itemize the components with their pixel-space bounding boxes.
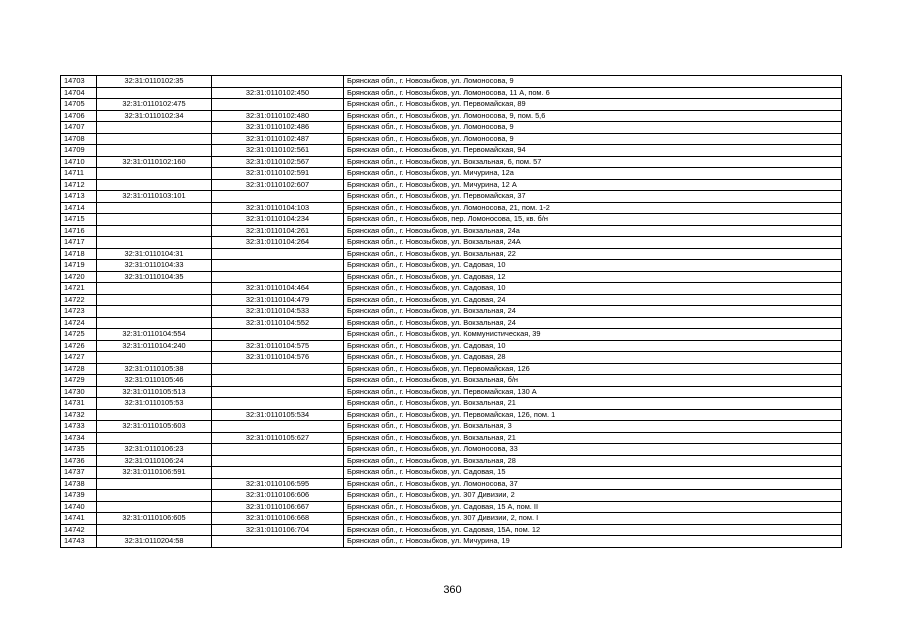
address-cell: Брянская обл., г. Новозыбков, ул. Садовая, 24 xyxy=(344,294,842,306)
cadastral-number-cell: 32:31:0110104:554 xyxy=(97,329,212,341)
record-number-cell: 14718 xyxy=(61,248,97,260)
premises-cadastral-number-cell xyxy=(212,375,344,387)
table-row xyxy=(61,214,842,226)
record-number-cell: 14728 xyxy=(61,363,97,375)
table-row xyxy=(61,352,842,364)
table-row xyxy=(61,283,842,295)
record-number-cell: 14739 xyxy=(61,490,97,502)
cadastral-number-cell: 32:31:0110106:605 xyxy=(97,513,212,525)
record-number-cell: 14714 xyxy=(61,202,97,214)
premises-cadastral-number-cell: 32:31:0110105:534 xyxy=(212,409,344,421)
record-number-cell: 14725 xyxy=(61,329,97,341)
table-row xyxy=(61,386,842,398)
table-row xyxy=(61,99,842,111)
address-cell: Брянская обл., г. Новозыбков, ул. Ломоносова, 9 xyxy=(344,133,842,145)
address-cell: Брянская обл., г. Новозыбков, ул. Первомайская, 126, пом. 1 xyxy=(344,409,842,421)
premises-cadastral-number-cell: 32:31:0110104:234 xyxy=(212,214,344,226)
premises-cadastral-number-cell: 32:31:0110102:480 xyxy=(212,110,344,122)
record-number-cell: 14713 xyxy=(61,191,97,203)
table-row xyxy=(61,271,842,283)
premises-cadastral-number-cell: 32:31:0110102:487 xyxy=(212,133,344,145)
cadastral-number-cell: 32:31:0110102:35 xyxy=(97,76,212,88)
premises-cadastral-number-cell: 32:31:0110102:591 xyxy=(212,168,344,180)
cadastral-number-cell xyxy=(97,478,212,490)
page-number: 360 xyxy=(443,584,462,596)
table-row xyxy=(61,110,842,122)
premises-cadastral-number-cell: 32:31:0110104:552 xyxy=(212,317,344,329)
address-cell: Брянская обл., г. Новозыбков, ул. Вокзальная, 21 xyxy=(344,432,842,444)
record-number-cell: 14715 xyxy=(61,214,97,226)
record-number-cell: 14722 xyxy=(61,294,97,306)
table-row xyxy=(61,294,842,306)
cadastral-number-cell xyxy=(97,145,212,157)
cadastral-number-cell: 32:31:0110105:38 xyxy=(97,363,212,375)
cadastral-number-cell xyxy=(97,294,212,306)
cadastral-number-cell xyxy=(97,168,212,180)
cadastral-number-cell: 32:31:0110105:513 xyxy=(97,386,212,398)
table-row xyxy=(61,179,842,191)
address-cell: Брянская обл., г. Новозыбков, ул. Вокзальная, 28 xyxy=(344,455,842,467)
address-cell: Брянская обл., г. Новозыбков, ул. Ломоносова, 33 xyxy=(344,444,842,456)
table-row xyxy=(61,122,842,134)
table-body xyxy=(61,76,842,548)
premises-cadastral-number-cell: 32:31:0110104:576 xyxy=(212,352,344,364)
address-cell: Брянская обл., г. Новозыбков, ул. Вокзальная, 24А xyxy=(344,237,842,249)
cadastral-number-cell: 32:31:0110103:101 xyxy=(97,191,212,203)
premises-cadastral-number-cell: 32:31:0110106:667 xyxy=(212,501,344,513)
cadastral-number-cell xyxy=(97,225,212,237)
record-number-cell: 14736 xyxy=(61,455,97,467)
premises-cadastral-number-cell: 32:31:0110104:464 xyxy=(212,283,344,295)
record-number-cell: 14716 xyxy=(61,225,97,237)
table-row xyxy=(61,524,842,536)
premises-cadastral-number-cell xyxy=(212,444,344,456)
address-cell: Брянская обл., г. Новозыбков, ул. Вокзальная, б/н xyxy=(344,375,842,387)
address-cell: Брянская обл., г. Новозыбков, ул. Первомайская, 89 xyxy=(344,99,842,111)
record-number-cell: 14742 xyxy=(61,524,97,536)
table-row xyxy=(61,409,842,421)
address-cell: Брянская обл., г. Новозыбков, ул. Вокзальная, 6, пом. 57 xyxy=(344,156,842,168)
cadastral-number-cell xyxy=(97,490,212,502)
record-number-cell: 14726 xyxy=(61,340,97,352)
record-number-cell: 14732 xyxy=(61,409,97,421)
record-number-cell: 14721 xyxy=(61,283,97,295)
address-cell: Брянская обл., г. Новозыбков, ул. Вокзальная, 3 xyxy=(344,421,842,433)
table-row xyxy=(61,168,842,180)
record-number-cell: 14743 xyxy=(61,536,97,548)
cadastral-number-cell xyxy=(97,432,212,444)
cadastral-number-cell xyxy=(97,501,212,513)
premises-cadastral-number-cell: 32:31:0110102:450 xyxy=(212,87,344,99)
premises-cadastral-number-cell xyxy=(212,260,344,272)
table-row xyxy=(61,375,842,387)
premises-cadastral-number-cell: 32:31:0110102:567 xyxy=(212,156,344,168)
table-row xyxy=(61,455,842,467)
address-cell: Брянская обл., г. Новозыбков, ул. Вокзальная, 24а xyxy=(344,225,842,237)
record-number-cell: 14740 xyxy=(61,501,97,513)
record-number-cell: 14729 xyxy=(61,375,97,387)
table-row xyxy=(61,329,842,341)
address-cell: Брянская обл., г. Новозыбков, ул. Первомайская, 130 А xyxy=(344,386,842,398)
cadastral-number-cell: 32:31:0110104:31 xyxy=(97,248,212,260)
record-number-cell: 14727 xyxy=(61,352,97,364)
premises-cadastral-number-cell: 32:31:0110104:575 xyxy=(212,340,344,352)
record-number-cell: 14738 xyxy=(61,478,97,490)
address-cell: Брянская обл., г. Новозыбков, ул. Ломоносова, 9 xyxy=(344,76,842,88)
table-row xyxy=(61,317,842,329)
record-number-cell: 14724 xyxy=(61,317,97,329)
address-cell: Брянская обл., г. Новозыбков, ул. Вокзальная, 24 xyxy=(344,306,842,318)
cadastral-number-cell xyxy=(97,352,212,364)
address-cell: Брянская обл., г. Новозыбков, ул. Мичурина, 19 xyxy=(344,536,842,548)
cadastral-number-cell xyxy=(97,409,212,421)
cadastral-number-cell: 32:31:0110106:23 xyxy=(97,444,212,456)
premises-cadastral-number-cell: 32:31:0110102:607 xyxy=(212,179,344,191)
table-row xyxy=(61,340,842,352)
record-number-cell: 14706 xyxy=(61,110,97,122)
cadastral-number-cell xyxy=(97,317,212,329)
premises-cadastral-number-cell: 32:31:0110104:103 xyxy=(212,202,344,214)
address-cell: Брянская обл., г. Новозыбков, ул. Садовая, 15А, пом. 12 xyxy=(344,524,842,536)
record-number-cell: 14730 xyxy=(61,386,97,398)
cadastral-number-cell xyxy=(97,179,212,191)
table-row xyxy=(61,191,842,203)
table-row xyxy=(61,398,842,410)
premises-cadastral-number-cell xyxy=(212,536,344,548)
record-number-cell: 14717 xyxy=(61,237,97,249)
cadastral-number-cell: 32:31:0110106:24 xyxy=(97,455,212,467)
address-cell: Брянская обл., г. Новозыбков, ул. Садовая, 15 А, пом. II xyxy=(344,501,842,513)
record-number-cell: 14703 xyxy=(61,76,97,88)
address-cell: Брянская обл., г. Новозыбков, ул. Ломоносова, 9, пом. 5,6 xyxy=(344,110,842,122)
table-row xyxy=(61,467,842,479)
address-cell: Брянская обл., г. Новозыбков, пер. Ломоносова, 15, кв. б/н xyxy=(344,214,842,226)
cadastral-number-cell: 32:31:0110104:35 xyxy=(97,271,212,283)
address-cell: Брянская обл., г. Новозыбков, ул. Первомайская, 37 xyxy=(344,191,842,203)
cadastral-number-cell: 32:31:0110106:591 xyxy=(97,467,212,479)
address-cell: Брянская обл., г. Новозыбков, ул. Садовая, 10 xyxy=(344,283,842,295)
premises-cadastral-number-cell: 32:31:0110104:533 xyxy=(212,306,344,318)
address-cell: Брянская обл., г. Новозыбков, ул. Мичурина, 12а xyxy=(344,168,842,180)
premises-cadastral-number-cell xyxy=(212,329,344,341)
premises-cadastral-number-cell xyxy=(212,421,344,433)
table-row xyxy=(61,363,842,375)
premises-cadastral-number-cell xyxy=(212,248,344,260)
cadastral-number-cell: 32:31:0110102:475 xyxy=(97,99,212,111)
table-row xyxy=(61,432,842,444)
cadastral-number-cell: 32:31:0110204:58 xyxy=(97,536,212,548)
cadastral-number-cell: 32:31:0110102:160 xyxy=(97,156,212,168)
cadastral-number-cell: 32:31:0110105:53 xyxy=(97,398,212,410)
record-number-cell: 14734 xyxy=(61,432,97,444)
premises-cadastral-number-cell: 32:31:0110105:627 xyxy=(212,432,344,444)
premises-cadastral-number-cell: 32:31:0110102:486 xyxy=(212,122,344,134)
premises-cadastral-number-cell xyxy=(212,398,344,410)
property-registry-table xyxy=(60,75,842,548)
premises-cadastral-number-cell: 32:31:0110106:595 xyxy=(212,478,344,490)
cadastral-number-cell xyxy=(97,237,212,249)
premises-cadastral-number-cell xyxy=(212,467,344,479)
cadastral-number-cell xyxy=(97,524,212,536)
table-row xyxy=(61,76,842,88)
cadastral-number-cell xyxy=(97,202,212,214)
premises-cadastral-number-cell: 32:31:0110106:668 xyxy=(212,513,344,525)
record-number-cell: 14710 xyxy=(61,156,97,168)
cadastral-number-cell xyxy=(97,306,212,318)
address-cell: Брянская обл., г. Новозыбков, ул. Первомайская, 126 xyxy=(344,363,842,375)
address-cell: Брянская обл., г. Новозыбков, ул. Садовая, 28 xyxy=(344,352,842,364)
premises-cadastral-number-cell xyxy=(212,191,344,203)
address-cell: Брянская обл., г. Новозыбков, ул. Мичурина, 12 А xyxy=(344,179,842,191)
premises-cadastral-number-cell: 32:31:0110106:704 xyxy=(212,524,344,536)
record-number-cell: 14704 xyxy=(61,87,97,99)
cadastral-number-cell: 32:31:0110102:34 xyxy=(97,110,212,122)
table-row xyxy=(61,248,842,260)
address-cell: Брянская обл., г. Новозыбков, ул. Коммунистическая, 39 xyxy=(344,329,842,341)
table-row xyxy=(61,513,842,525)
premises-cadastral-number-cell: 32:31:0110104:264 xyxy=(212,237,344,249)
table-row xyxy=(61,478,842,490)
cadastral-number-cell: 32:31:0110104:240 xyxy=(97,340,212,352)
record-number-cell: 14720 xyxy=(61,271,97,283)
cadastral-number-cell: 32:31:0110105:603 xyxy=(97,421,212,433)
cadastral-number-cell xyxy=(97,214,212,226)
address-cell: Брянская обл., г. Новозыбков, ул. Ломоносова, 9 xyxy=(344,122,842,134)
premises-cadastral-number-cell xyxy=(212,363,344,375)
record-number-cell: 14737 xyxy=(61,467,97,479)
address-cell: Брянская обл., г. Новозыбков, ул. Садовая, 10 xyxy=(344,340,842,352)
table-row xyxy=(61,237,842,249)
cadastral-number-cell xyxy=(97,122,212,134)
address-cell: Брянская обл., г. Новозыбков, ул. 307 Дивизии, 2 xyxy=(344,490,842,502)
premises-cadastral-number-cell xyxy=(212,99,344,111)
record-number-cell: 14707 xyxy=(61,122,97,134)
address-cell: Брянская обл., г. Новозыбков, ул. Ломоносова, 21, пом. 1-2 xyxy=(344,202,842,214)
address-cell: Брянская обл., г. Новозыбков, ул. Вокзальная, 22 xyxy=(344,248,842,260)
table-row xyxy=(61,133,842,145)
record-number-cell: 14735 xyxy=(61,444,97,456)
cadastral-number-cell xyxy=(97,87,212,99)
address-cell: Брянская обл., г. Новозыбков, ул. Садовая, 12 xyxy=(344,271,842,283)
table-row xyxy=(61,536,842,548)
premises-cadastral-number-cell: 32:31:0110106:606 xyxy=(212,490,344,502)
table-row xyxy=(61,260,842,272)
address-cell: Брянская обл., г. Новозыбков, ул. Садовая, 10 xyxy=(344,260,842,272)
record-number-cell: 14705 xyxy=(61,99,97,111)
table-row xyxy=(61,421,842,433)
address-cell: Брянская обл., г. Новозыбков, ул. Садовая, 15 xyxy=(344,467,842,479)
address-cell: Брянская обл., г. Новозыбков, ул. Вокзальная, 21 xyxy=(344,398,842,410)
address-cell: Брянская обл., г. Новозыбков, ул. Вокзальная, 24 xyxy=(344,317,842,329)
record-number-cell: 14712 xyxy=(61,179,97,191)
premises-cadastral-number-cell: 32:31:0110104:479 xyxy=(212,294,344,306)
address-cell: Брянская обл., г. Новозыбков, ул. Первомайская, 94 xyxy=(344,145,842,157)
premises-cadastral-number-cell xyxy=(212,455,344,467)
cadastral-number-cell: 32:31:0110105:46 xyxy=(97,375,212,387)
record-number-cell: 14741 xyxy=(61,513,97,525)
table-row xyxy=(61,306,842,318)
record-number-cell: 14723 xyxy=(61,306,97,318)
table-row xyxy=(61,202,842,214)
table-row xyxy=(61,145,842,157)
record-number-cell: 14719 xyxy=(61,260,97,272)
record-number-cell: 14711 xyxy=(61,168,97,180)
cadastral-number-cell xyxy=(97,283,212,295)
address-cell: Брянская обл., г. Новозыбков, ул. 307 Дивизии, 2, пом. I xyxy=(344,513,842,525)
cadastral-number-cell: 32:31:0110104:33 xyxy=(97,260,212,272)
record-number-cell: 14731 xyxy=(61,398,97,410)
table-row xyxy=(61,156,842,168)
table-row xyxy=(61,490,842,502)
premises-cadastral-number-cell xyxy=(212,271,344,283)
cadastral-number-cell xyxy=(97,133,212,145)
address-cell: Брянская обл., г. Новозыбков, ул. Ломоносова, 37 xyxy=(344,478,842,490)
table-row xyxy=(61,87,842,99)
table-row xyxy=(61,444,842,456)
address-cell: Брянская обл., г. Новозыбков, ул. Ломоносова, 11 А, пом. 6 xyxy=(344,87,842,99)
record-number-cell: 14709 xyxy=(61,145,97,157)
premises-cadastral-number-cell: 32:31:0110102:561 xyxy=(212,145,344,157)
premises-cadastral-number-cell xyxy=(212,76,344,88)
record-number-cell: 14733 xyxy=(61,421,97,433)
premises-cadastral-number-cell xyxy=(212,386,344,398)
record-number-cell: 14708 xyxy=(61,133,97,145)
premises-cadastral-number-cell: 32:31:0110104:261 xyxy=(212,225,344,237)
table-row xyxy=(61,225,842,237)
table-row xyxy=(61,501,842,513)
